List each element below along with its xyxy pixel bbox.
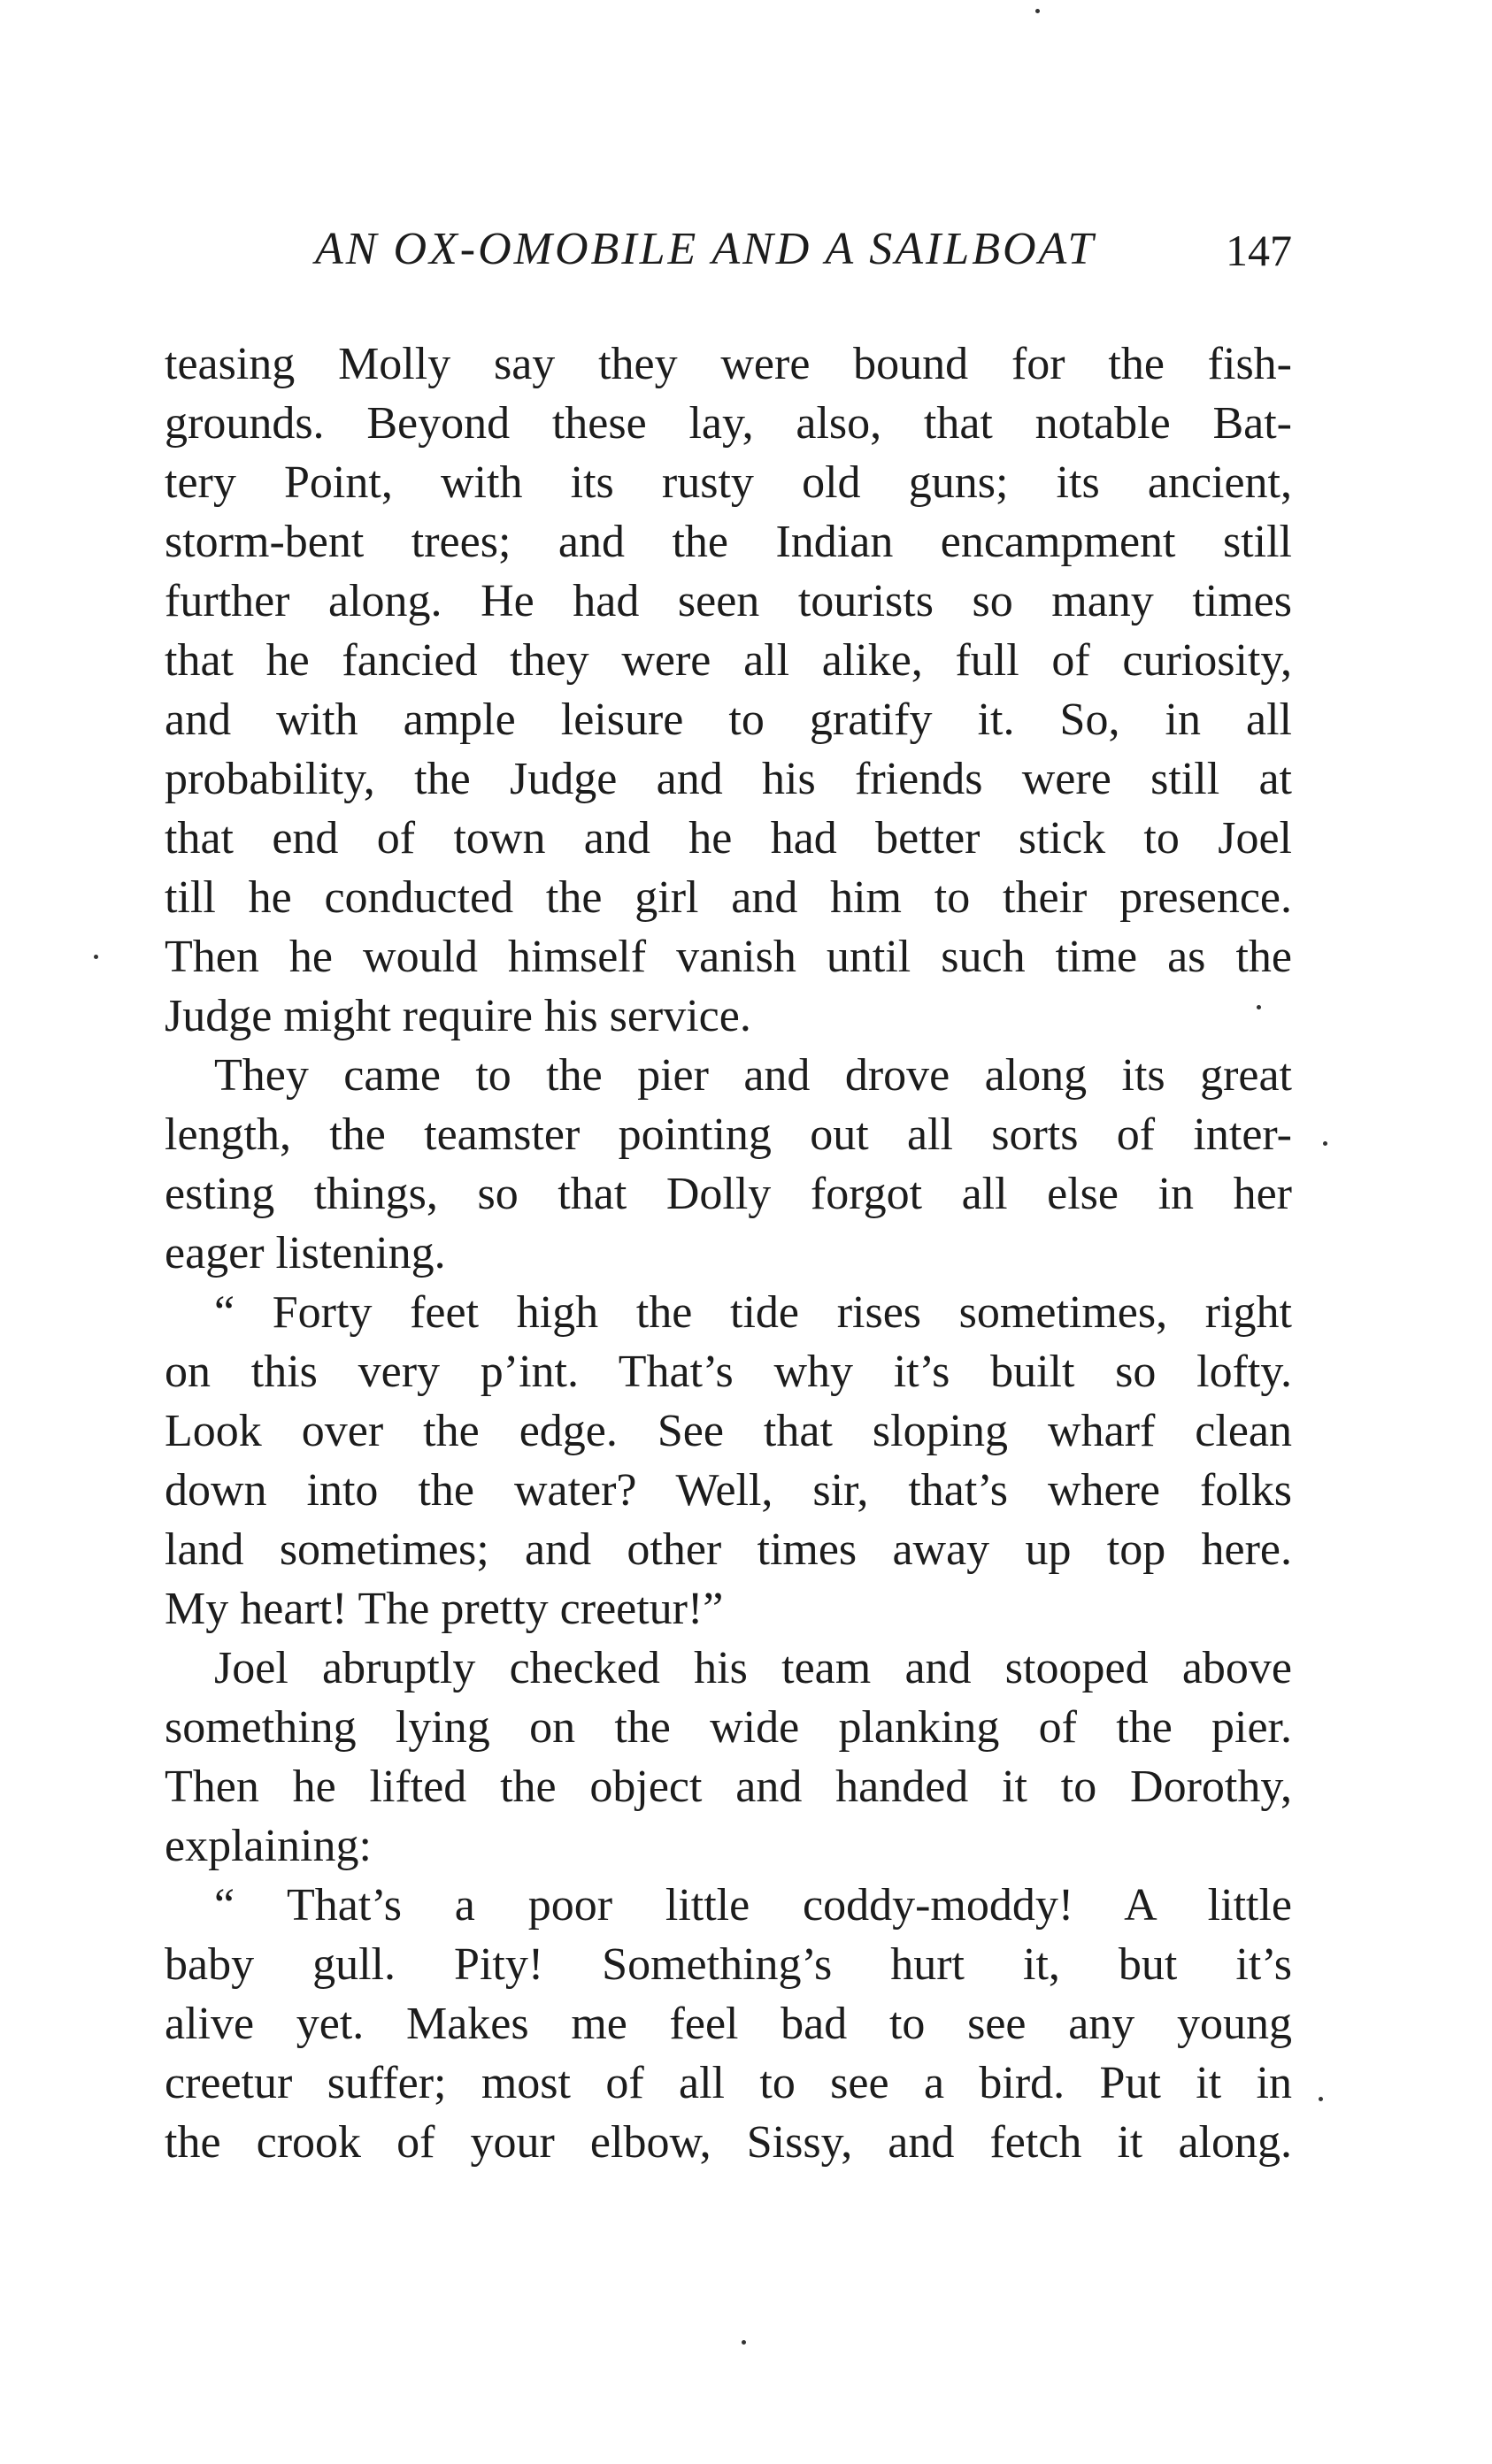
- text-line: esting things, so that Dolly forgot all else in her: [165, 1169, 1292, 1219]
- text-line: further along. He had seen tourists so many times: [165, 576, 1292, 626]
- text-line: probability, the Judge and his friends were still at: [165, 754, 1292, 804]
- running-title: AN OX-OMOBILE AND A SAILBOAT: [315, 224, 1096, 274]
- text-line: the crook of your elbow, Sissy, and fetch it along.: [165, 2117, 1292, 2168]
- text-line: storm-bent trees; and the Indian encampment still: [165, 517, 1292, 567]
- text-line: tery Point, with its rusty old guns; its ancient,: [165, 457, 1292, 508]
- text-line: on this very p’int. That’s why it’s built so lofty.: [165, 1347, 1292, 1397]
- running-head: [165, 223, 1292, 285]
- text-line: that he fancied they were all alike, full of curiosity,: [165, 635, 1292, 686]
- page-number: 147: [1226, 226, 1292, 275]
- paragraph-start: They came to the pier and drove along its great: [214, 1050, 1292, 1101]
- text-line: My heart! The pretty creetur!”: [165, 1584, 724, 1634]
- text-line: explaining:: [165, 1821, 372, 1871]
- text-line: land sometimes; and other times away up top here.: [165, 1524, 1292, 1575]
- print-speck: [1323, 1141, 1327, 1146]
- text-line: Then he lifted the object and handed it to Dorothy,: [165, 1762, 1292, 1812]
- text-line: alive yet. Makes me feel bad to see any young: [165, 1999, 1292, 2049]
- text-line: length, the teamster pointing out all sorts of inter-: [165, 1109, 1292, 1160]
- body-text: [165, 334, 1292, 2172]
- text-line: teasing Molly say they were bound for the fish-: [165, 339, 1292, 389]
- print-speck: [1257, 1005, 1261, 1009]
- text-line: grounds. Beyond these lay, also, that notable Bat-: [165, 398, 1292, 449]
- paragraph-start: “ Forty feet high the tide rises sometimes, right: [214, 1287, 1292, 1338]
- print-speck: [1035, 9, 1040, 13]
- print-speck: [1319, 2097, 1323, 2101]
- text-line: something lying on the wide planking of the pier.: [165, 1702, 1292, 1753]
- paragraph-start: “ That’s a poor little coddy-moddy! A little: [214, 1880, 1292, 1931]
- text-line: baby gull. Pity! Something’s hurt it, but it’s: [165, 1939, 1292, 1990]
- text-line: Look over the edge. See that sloping wharf clean: [165, 1406, 1292, 1456]
- text-line: Judge might require his service.: [165, 991, 751, 1041]
- text-line: down into the water? Well, sir, that’s where folks: [165, 1465, 1292, 1516]
- text-line: and with ample leisure to gratify it. So, in all: [165, 695, 1292, 745]
- text-line: that end of town and he had better stick to Joel: [165, 813, 1292, 864]
- paragraph-start: Joel abruptly checked his team and stooped above: [214, 1643, 1292, 1693]
- text-line: eager listening.: [165, 1228, 446, 1278]
- print-speck: [94, 955, 98, 959]
- text-line: creetur suffer; most of all to see a bird. Put it in: [165, 2058, 1292, 2108]
- print-speck: [742, 2340, 746, 2345]
- text-line: till he conducted the girl and him to their presence.: [165, 872, 1292, 923]
- text-line: Then he would himself vanish until such time as the: [165, 932, 1292, 982]
